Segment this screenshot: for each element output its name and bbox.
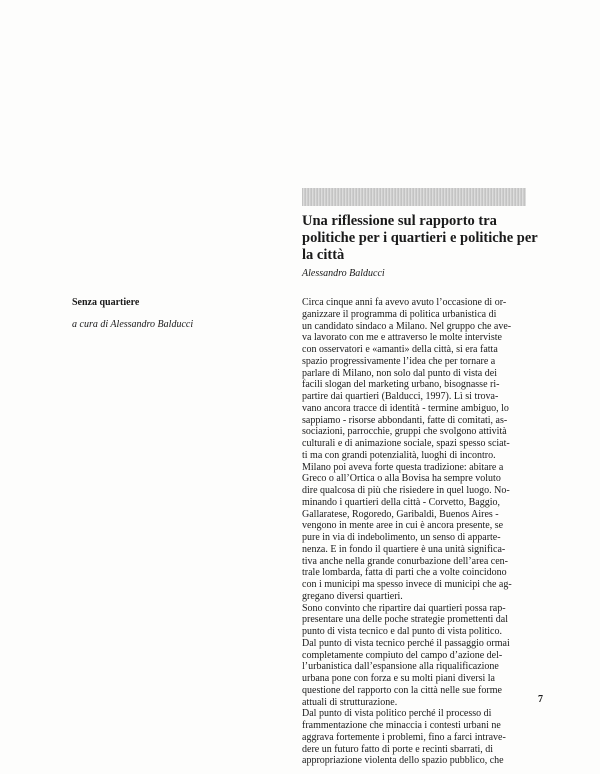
body-line: un candidato sindaco a Milano. Nel gruppo che ave- xyxy=(302,320,512,332)
body-line: dire qualcosa di più che risiedere in quel luogo. No- xyxy=(302,485,510,496)
body-line: l’urbanistica dall’espansione alla riqualificazione xyxy=(302,661,499,673)
decorative-grey-band xyxy=(302,188,526,206)
body-line: trale lombarda, fatta di parti che a volte coincidono xyxy=(302,567,507,579)
body-line: ti ma con grandi potenzialità, luoghi di incontro. xyxy=(302,449,496,461)
body-line: sappiamo - risorse abbondanti, fatte di comitati, as- xyxy=(302,414,508,426)
section-editor: a cura di Alessandro Balducci xyxy=(72,319,194,330)
body-line: sociazioni, parrocchie, gruppi che svolgono attività xyxy=(302,426,507,438)
body-line: culturali e di animazione sociale, spazi spesso sciat- xyxy=(302,438,510,449)
body-line: questione del rapporto con la città nelle sue forme xyxy=(302,684,502,696)
body-line: aggrava fortemente i problemi, fino a farci intrave- xyxy=(302,731,506,743)
body-line: Greco o all’Ortica o alla Bovisa ha sempre voluto xyxy=(302,473,501,485)
body-line: frammentazione che minaccia i contesti urbani ne xyxy=(302,720,501,731)
body-line: Sono convinto che ripartire dai quartieri possa rap- xyxy=(302,602,506,614)
body-line: attuali di strutturazione. xyxy=(302,696,398,708)
body-line: gregano diversi quartieri. xyxy=(302,590,403,602)
body-line: dere un futuro fatto di porte e recinti sbarrati, di xyxy=(302,743,494,755)
article-title: Una riflessione sul rapporto tra politiche per i quartieri e politiche per la città xyxy=(302,213,538,263)
body-line: vengono in mente aree in cui è ancora presente, se xyxy=(302,520,504,532)
body-line: Gallaratese, Rogoredo, Garibaldi, Buenos Aires - xyxy=(302,508,499,520)
body-line: Dal punto di vista politico perché il processo di xyxy=(302,708,492,720)
body-line: punto di vista tecnico e dal punto di vista politico. xyxy=(302,626,502,637)
page-number: 7 xyxy=(538,694,543,705)
body-line: spazio progressivamente l’idea che per tornare a xyxy=(302,355,496,367)
body-line: presentare una delle poche strategie promettenti dal xyxy=(302,614,509,626)
body-line: con osservatori e «amanti» della città, si era fatta xyxy=(302,344,498,355)
body-line: nenza. E in fondo il quartiere è una unità significa- xyxy=(302,543,506,555)
body-line: completamente compiuto del campo d’azione del- xyxy=(302,649,503,661)
body-line: parlare di Milano, non solo dal punto di vista dei xyxy=(302,367,497,379)
body-line: va lavorato con me e attraverso le molte interviste xyxy=(302,332,502,344)
body-line: Dal punto di vista tecnico perché il passaggio ormai xyxy=(302,637,510,649)
body-line: con i municipi ma spesso invece di municipi che ag- xyxy=(302,579,512,590)
body-line: urbana pone con forza e su molti piani diversi la xyxy=(302,673,495,684)
body-line: ganizzare il programma di politica urbanistica di xyxy=(302,308,497,320)
body-line: tiva anche nella grande conurbazione dell’area cen- xyxy=(302,555,508,567)
body-line: facili slogan del marketing urbano, bisognasse ri- xyxy=(302,379,500,391)
body-line: Circa cinque anni fa avevo avuto l’occasione di or- xyxy=(302,297,507,308)
body-line: partire dai quartieri (Balducci, 1997). Lì si trova- xyxy=(302,391,499,402)
body-line: Milano poi aveva forte questa tradizione: abitare a xyxy=(302,461,504,473)
body-line: minando i quartieri della città - Corvetto, Baggio, xyxy=(302,496,501,508)
body-line: appropriazione violenta dello spazio pubblico, che xyxy=(302,755,504,767)
section-title: Senza quartiere xyxy=(72,297,140,308)
article-author: Alessandro Balducci xyxy=(302,268,385,279)
body-line: pure in via di indebolimento, un senso di apparte- xyxy=(302,532,501,543)
article-body xyxy=(302,297,534,767)
body-line: vano ancora tracce di identità - termine ambiguo, lo xyxy=(302,402,509,414)
